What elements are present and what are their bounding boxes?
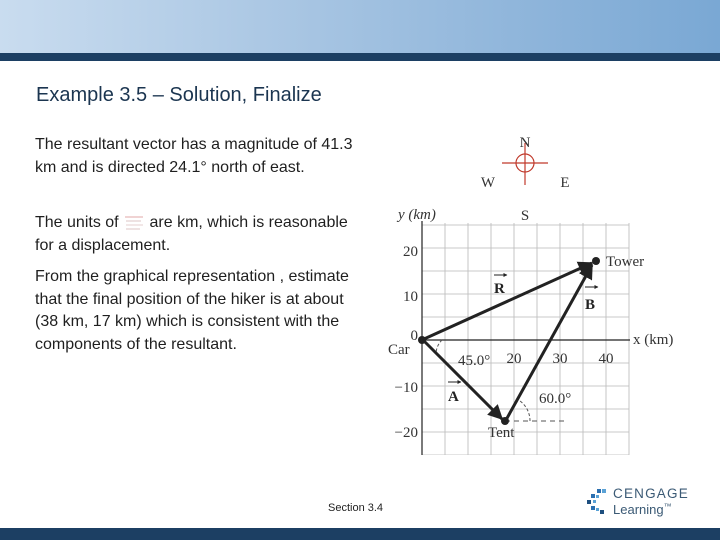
vector-b-label (585, 287, 598, 313)
units-paragraph (35, 212, 360, 257)
resultant-paragraph: The resultant vector has a magnitude of 41.3 km and is directed 24.1° north of east. (35, 136, 353, 176)
compass-west-label: W (480, 175, 496, 191)
y-tick-minus-10: −10 (394, 380, 418, 396)
slide-title: Example 3.5 – Solution, Finalize (36, 84, 322, 106)
angle-b-label: 60.0° (539, 391, 572, 407)
car-point (418, 336, 426, 344)
angle-b-arc (517, 399, 530, 421)
x-axis-label: x (km) (633, 332, 674, 348)
section-label: Section 3.4 (328, 502, 384, 514)
compass-south-label: S (520, 208, 530, 224)
y-tick-minus-20: −20 (394, 425, 418, 441)
car-label: Car (388, 342, 410, 358)
y-tick-10: 10 (403, 289, 418, 305)
vector-diagram (380, 125, 700, 455)
header-band (0, 0, 720, 53)
x-tick-40: 40 (598, 351, 614, 367)
vector-a-letter: A (448, 389, 459, 405)
vector-r-letter: R (494, 281, 505, 297)
tower-point (592, 257, 600, 265)
y-tick-0: 0 (410, 328, 418, 344)
x-tick-20: 20 (506, 351, 522, 367)
vector-b-letter: B (585, 297, 596, 313)
logo-learning-text: Learning (613, 502, 664, 517)
cengage-logo-subtitle (613, 502, 672, 517)
angle-a-label: 45.0° (458, 353, 491, 369)
y-tick-20: 20 (403, 244, 418, 260)
compass-north-label: N (519, 135, 531, 151)
footer-band (0, 528, 720, 540)
vector-r-arrow (424, 263, 592, 339)
vector-r-equation-image (123, 214, 145, 232)
tent-label: Tent (488, 425, 515, 441)
cengage-logo-icon (585, 487, 611, 515)
cengage-logo-wordmark: CENGAGE (613, 486, 689, 501)
y-axis-label: y (km) (398, 207, 436, 223)
vector-a-label (448, 382, 461, 405)
logo-trademark: ™ (663, 502, 672, 511)
header-divider (0, 53, 720, 61)
compass-east-label: E (560, 175, 570, 191)
tower-label: Tower (606, 254, 645, 270)
tent-point (501, 417, 509, 425)
units-text-end: are km, which is reasonable for a displacement. (35, 214, 348, 254)
x-tick-30: 30 (552, 351, 568, 367)
estimate-paragraph: From the graphical representation , estimate that the final position of the hiker is at about (38 km, 17 km) which is consistent with the components of the resultant. (35, 268, 349, 353)
cengage-logo (585, 484, 695, 520)
units-text-start: The units of (35, 214, 124, 231)
